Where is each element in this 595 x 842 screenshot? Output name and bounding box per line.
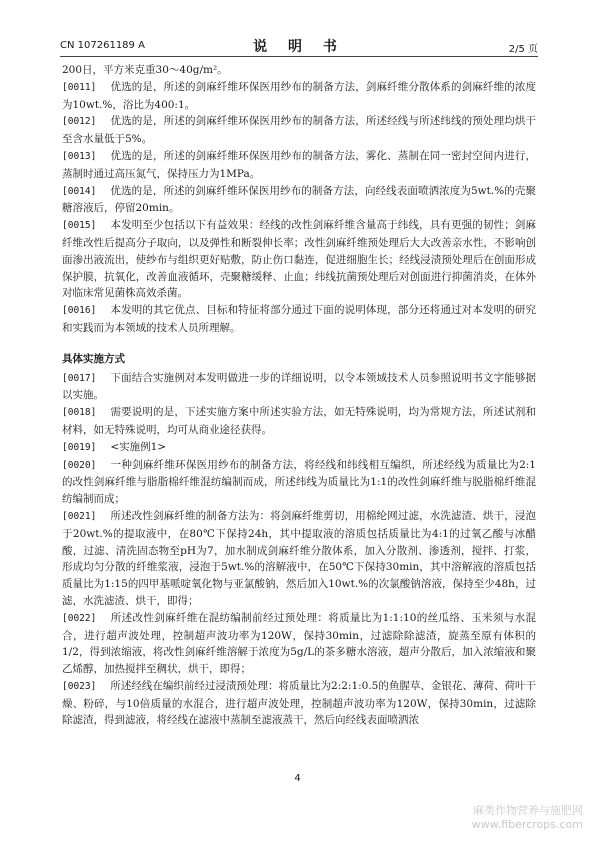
paragraph-number: [0015]	[62, 220, 97, 232]
paragraph-number: [0013]	[62, 150, 97, 162]
page-number: 4	[294, 773, 301, 784]
paragraph-text: 优选的是，所述的剑麻纤维环保医用纱布的制备方法，所述经线与所述纬线的预处理均烘干至含水量低于5%。	[62, 115, 536, 146]
paragraph	[62, 678, 536, 729]
paragraph-text: 所述改性剑麻纤维的制备方法为：将剑麻纤维剪切，用棉纶网过滤，水洗滤渣、烘干，浸泡于20wt.%的提取液中，在80℃下保持24h，其中提取液的溶质包括质量比为4:1的过氧乙酸与冰醋酸，过滤、清洗固态物至pH为7，加水制成剑麻纤维分散体系，加入分散剂、渗透剂，搅拌、打浆，形成均匀分散的纤维浆液，浸泡于5wt.%的溶解液中，在50℃下保持30min，其中溶解液的溶质包括质量比为1:15的四甲基哌啶氧化物与亚氯酸钠，然后加入10wt.%的次氯酸钠溶液，保持至少48h，过滤，水洗滤渣、烘干，即得；	[62, 509, 536, 607]
paragraph	[62, 183, 536, 218]
patent-number: CN 107261189 A	[60, 40, 145, 51]
paragraph	[62, 79, 536, 114]
paragraph-text: 优选的是，所述的剑麻纤维环保医用纱布的制备方法，雾化、蒸制在同一密封空间内进行，蒸制时通过高压氮气，保持压力为1MPa。	[62, 149, 536, 180]
page-indicator: 2/5 页	[508, 44, 538, 55]
section-heading: 具体实施方式	[62, 352, 125, 365]
paragraph	[62, 113, 536, 148]
paragraph-number: [0011]	[62, 81, 97, 93]
paragraph-text: 下面结合实施例对本发明做进一步的详细说明，以令本领域技术人员参照说明书文字能够据以实施。	[62, 371, 536, 402]
paragraphs-top	[62, 62, 536, 337]
paragraph	[62, 62, 536, 79]
paragraph-text: 所述经线在编织前经过浸渍预处理：将质量比为2:2:1:0.5的鱼腥草、金银花、薄荷、荷叶干燥、粉碎，与10倍质量的水混合，进行超声波处理，控制超声波功率为120W，保持30min，过滤除除滤渣，得到滤液，将经线在滤液中蒸制至滤液蒸干，然后向经线表面喷洒浓	[62, 679, 536, 727]
paragraphs-bottom	[62, 370, 536, 730]
paragraph	[62, 610, 536, 678]
paragraph-text: 200日，平方米克重30～40g/m²。	[62, 64, 228, 76]
paragraph-text: <实施例1>	[110, 440, 167, 453]
watermark-line-2: www.fibercrops.com	[471, 818, 583, 831]
paragraph-text: 优选的是，所述的剑麻纤维环保医用纱布的制备方法，剑麻纤维分散体系的剑麻纤维的浓度为10wt.%，浴比为400:1。	[62, 80, 536, 111]
paragraph-number: [0018]	[62, 407, 97, 419]
paragraph-number: [0021]	[62, 510, 97, 522]
paragraph-number: [0022]	[62, 612, 97, 624]
paragraph-number: [0017]	[62, 372, 97, 384]
paragraph	[62, 370, 536, 405]
paragraph-number: [0023]	[62, 680, 97, 692]
paragraph	[62, 148, 536, 183]
paragraph-number: [0020]	[62, 459, 97, 471]
paragraph	[62, 508, 536, 610]
paragraph-number: [0019]	[62, 441, 97, 453]
header-rule	[60, 56, 538, 57]
document-title: 说 明 书	[253, 39, 345, 55]
paragraph	[62, 457, 536, 508]
paragraph-text: 需要说明的是，下述实施方案中所述实验方法，如无特殊说明，均为常规方法，所述试剂和材料，如无特殊说明，均可从商业途径获得。	[62, 406, 536, 436]
watermark-line-1: 麻类作物营养与施肥网	[473, 804, 583, 817]
paragraph	[62, 302, 536, 337]
paragraph-text: 优选的是，所述的剑麻纤维环保医用纱布的制备方法，向经线表面喷洒浓度为5wt.%的壳聚糖溶液后，停留20min。	[62, 184, 536, 215]
watermark	[472, 804, 583, 832]
document-body	[62, 62, 536, 729]
paragraph-text: 一种剑麻纤维环保医用纱布的制备方法，将经线和纬线相互编织，所述经线为质量比为2:1的改性剑麻纤维与脂脂棉纤维混纺编制而成，所述纬线为质量比为1:1的改性剑麻纤维与脱脂棉纤维混纺编制而成；	[62, 458, 536, 506]
paragraph-number: [0014]	[62, 185, 97, 197]
paragraph-text: 所述改性剑麻纤维在混纺编制前经过预处理：将质量比为1:1:10的丝瓜络、玉米须与水混合，进行超声波处理，控制超声波功率为120W，保持30min，过滤除除滤渣，旋蒸至原有体积的1/2，得到浓缩液，将改性剑麻纤维溶解于浓度为5g/L的茶多糖水溶液，超声分散后，加入浓缩液和聚乙烯醇，加热搅拌至稠状，烘干，即得；	[62, 611, 536, 676]
paragraph-number: [0016]	[62, 305, 97, 317]
paragraph	[62, 404, 536, 439]
page-header	[60, 36, 538, 54]
paragraph-text: 本发明至少包括以下有益效果：经线的改性剑麻纤维含量高于纬线，具有更强的韧性；剑麻纤维改性后提高分子取向，以及弹性和断裂伸长率；改性剑麻纤维预处理后大大改善亲水性，不影响创面渗出液流出，使纱布与组织更好贴敷，防止伤口黏连，促进细胞生长；经线浸渍预处理后在创面形成保护膜，抗氧化，改善血液循环，壳聚糖缓释、止血；纬线抗菌预处理后对创面进行抑菌消炎，在体外对临床常见菌株高效杀菌。	[62, 219, 536, 300]
paragraph-number: [0012]	[62, 116, 97, 128]
paragraph	[62, 217, 536, 302]
paragraph-text: 本发明的其它优点、目标和特征将部分通过下面的说明体现，部分还将通过对本发明的研究和实践而为本领域的技术人员所理解。	[62, 304, 536, 334]
paragraph	[62, 439, 536, 457]
